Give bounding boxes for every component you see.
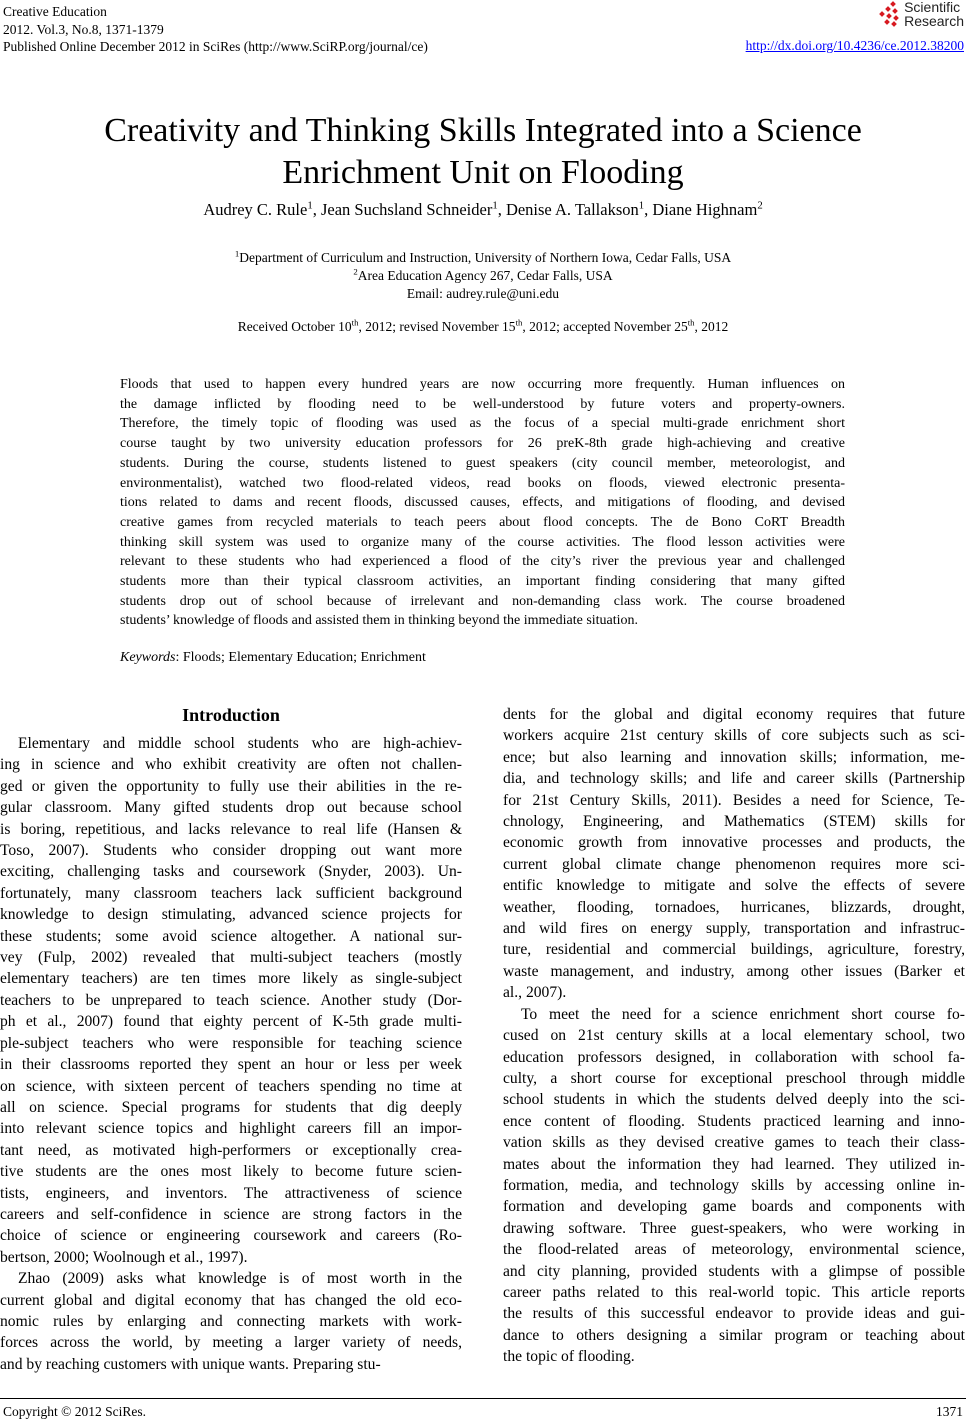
text-line: Floods that used to happen every hundred years are now occurring more frequently. Human influences on <box>120 377 845 392</box>
text-line: tant need, as motivated high-performers or exceptionally crea- <box>0 1141 462 1159</box>
ordinal: th <box>351 317 359 328</box>
text-line: ence; but also learning and innovation skills; information, me- <box>503 748 965 766</box>
logo-text-1: Scientific <box>904 0 961 15</box>
text-line: students more than their typical classroom activities, an important finding considering that many gifted <box>120 574 845 590</box>
text-line: in their classrooms reported they spent an hour or less per week <box>0 1056 462 1074</box>
text-line: into relevant science topics and highlight careers fill an impor- <box>0 1120 462 1138</box>
email: Email: audrey.rule@uni.edu <box>406 286 560 301</box>
text-line: bertson, 2000; Woolnough et al., 1997). <box>0 1248 248 1266</box>
text-line: current global and digital economy that has changed the old eco- <box>0 1291 462 1309</box>
text-line: weather, flooding, tornadoes, hurricanes, blizzards, drought, <box>503 898 965 916</box>
text-line: Toso, 2007). Students who consider dropping out want more <box>0 842 462 860</box>
author-list: Audrey C. Rule$^1$, Jean Suchsland Schneider$^1$, Denise A. Tallakson$^1$, Diane Highnam$^2$ <box>203 199 763 219</box>
date-end: , 2012 <box>694 319 729 334</box>
text-line: Elementary and middle school students who are high-achiev- <box>18 735 462 752</box>
keywords <box>120 650 426 666</box>
journal-name: Creative Education <box>3 4 107 19</box>
ordinal: th <box>687 317 695 328</box>
abstract <box>120 375 845 631</box>
text-line: tive students are the ones most likely to become future scien- <box>0 1163 462 1181</box>
text-line: al., 2007). <box>503 984 567 1002</box>
text-line: ph et al., 2007) found that eighty percent of K-5th grade multi- <box>0 1013 462 1031</box>
received-dates <box>0 319 966 335</box>
keywords-text: : Floods; Elementary Education; Enrichment <box>175 650 426 665</box>
section-heading: Introduction <box>182 705 280 725</box>
diamond-logo-icon <box>875 1 901 27</box>
text-line: Zhao (2009) asks what knowledge is of most worth in the <box>18 1270 462 1288</box>
text-line: dance to others designing a similar program or teaching about <box>503 1326 965 1344</box>
author-name: Denise A. Tallakson <box>505 200 639 219</box>
keywords-label: Keywords <box>120 650 176 665</box>
publisher-logo <box>875 0 964 28</box>
text-line: students drop out of school because of irrelevant and non-demanding class work. The course broadened <box>120 593 845 609</box>
text-line: creative games from recycled materials to teach peers about flood concepts. The de Bono CoRT Breadth <box>120 514 845 530</box>
text-line: ple-subject teachers who were responsible for teaching science <box>0 1034 462 1052</box>
text-line: gular classroom. Many gifted students drop out because school <box>0 799 462 817</box>
affil-mark: 2 <box>353 266 358 277</box>
text-line: formation, media, and technology skills by accessing online in- <box>503 1176 965 1194</box>
text-line: drawing software. Three guest-speakers, who were working in <box>503 1219 965 1237</box>
text-line: nomic rules by enlarging and connecting markets with work- <box>0 1312 462 1330</box>
text-line: fortunately, many classroom teachers lack sufficient background <box>0 884 462 902</box>
text-line: these students; some avoid science altogether. A national sur- <box>0 927 462 945</box>
author-affil-mark: 1 <box>307 199 313 212</box>
paper-title <box>0 110 966 194</box>
author-name: Audrey C. Rule <box>203 200 308 219</box>
text-line: workers acquire 21st century skills of core subjects such as sci- <box>503 727 965 745</box>
text-line: and by reaching customers with unique wants. Preparing stu- <box>0 1355 381 1373</box>
right-column <box>503 704 965 1368</box>
text-line: all on science. Special programs for students that dig deeply <box>0 1098 462 1116</box>
text-line: ence content of flooding. Students practiced learning and inno- <box>503 1112 965 1130</box>
doi-link[interactable]: http://dx.doi.org/10.4236/ce.2012.38200 <box>745 38 964 53</box>
affiliation <box>0 250 966 266</box>
text-line: the results of this successful endeavor to provide ideas and gui- <box>503 1305 965 1323</box>
footer-divider <box>0 1398 966 1399</box>
received-date: Received October 10 <box>237 319 352 334</box>
text-line: cused on 21st century skills at a local elementary school, two <box>503 1027 965 1045</box>
author-affil-mark: 1 <box>638 199 645 212</box>
text-line: culty, a short course for exceptional preschool through middle <box>503 1069 965 1087</box>
text-line: on science, with sixteen percent of teachers spending no time at <box>0 1077 462 1095</box>
text-line: chnology, Engineering, and Mathematics (STEM) skills for <box>503 813 965 831</box>
text-line: the flood-related areas of meteorology, environmental science, <box>503 1241 965 1259</box>
text-line: is boring, repetitious, and lacks relevance to real life (Hansen & <box>0 820 462 838</box>
text-line: mates about the information they had learned. They utilized in- <box>503 1155 965 1173</box>
text-line: relevant to these students who had experienced a flood of the city’s river the previous year and challenged <box>120 554 845 570</box>
text-line: environmentalist), watched two flood-related videos, read books on floods, viewed electronic presenta- <box>120 475 845 491</box>
text-line: dents for the global and digital economy requires that future <box>503 706 965 723</box>
text-line: students. During the course, students listened to guest speakers (city council member, meteorologist, and <box>120 455 845 471</box>
text-line: ged or given the opportunity to fully use their abilities in the re- <box>0 777 462 795</box>
author-affil-mark: 2 <box>757 199 763 212</box>
text-line: school students in which the students delved deeply into the sci- <box>503 1091 965 1109</box>
text-line: and wild fires on energy supply, transportation and infrastruc- <box>503 920 965 938</box>
text-line: formation and developing game boards and components with <box>503 1198 965 1216</box>
text-line: course taught by two university education professors for 26 preK-8th grade high-achieving and creative <box>120 436 845 452</box>
text-line: ture, residential and commercial buildings, agriculture, forestry, <box>503 941 965 959</box>
accepted-date: , 2012; accepted November 25 <box>522 319 688 334</box>
text-line: current global climate change phenomenon requires more sci- <box>503 855 965 873</box>
text-line: and city planning, provided students with a glimpse of possible <box>503 1262 965 1280</box>
text-line: economic growth from innovative processes and products, the <box>503 834 965 852</box>
text-line: forces across the world, by meeting a larger variety of needs, <box>0 1334 462 1352</box>
affiliation-text: Department of Curriculum and Instruction, University of Northern Iowa, Cedar Falls, USA <box>239 250 732 265</box>
text-line: careers and self-confidence in science are strong factors in the <box>0 1205 462 1223</box>
affil-mark: 1 <box>234 248 240 259</box>
ordinal: th <box>515 317 523 328</box>
text-line: for 21st Century Skills, 2011). Besides a need for Science, Te- <box>503 791 965 809</box>
text-line: ing in science and who exhibit creativity are often not challen- <box>0 756 462 774</box>
title-line: Enrichment Unit on Flooding <box>282 154 684 191</box>
text-line: education professors designed, in collaboration with school fa- <box>503 1048 965 1066</box>
affiliation <box>0 268 966 284</box>
page-number: 1371 <box>936 1404 963 1419</box>
affiliation-text: Area Education Agency 267, Cedar Falls, USA <box>357 268 613 283</box>
text-line: exciting, challenging tasks and coursework (Snyder, 2003). Un- <box>0 863 462 881</box>
text-line: tists, engineers, and inventors. The attractiveness of science <box>0 1184 462 1202</box>
author-affil-mark: 1 <box>492 199 498 212</box>
text-line: tions related to dams and recent floods, discussed causes, effects, and mitigations of flooding, and devised <box>120 495 845 511</box>
text-line: the topic of flooding. <box>503 1348 635 1366</box>
copyright: Copyright © 2012 SciRes. <box>3 1404 147 1419</box>
author-name: Diane Highnam <box>652 200 758 219</box>
text-line: career paths related to this real-world topic. This article reports <box>503 1283 965 1301</box>
text-line: dia, and technology skills; and life and career skills (Partnership <box>503 770 965 788</box>
logo-text-2: Research <box>904 13 964 29</box>
text-line: the damage inflicted by flooding need to be well-understood by future voters and property-owners. <box>120 396 845 412</box>
left-column <box>0 703 462 1375</box>
text-line: students’ knowledge of floods and assisted them in thinking beyond the immediate situation. <box>120 613 639 629</box>
text-line: elementary teachers) are ten times more likely as single-subject <box>0 970 462 988</box>
revised-date: , 2012; revised November 15 <box>358 319 516 334</box>
publication-info: Published Online December 2012 in SciRes (http://www.SciRP.org/journal/ce) <box>3 39 428 54</box>
text-line: teachers to be unprepared to teach science. Another study (Dor- <box>0 991 462 1009</box>
text-line: Therefore, the timely topic of flooding was used as the focus of a special multi-grade enrichment short <box>120 416 845 432</box>
volume-info: 2012. Vol.3, No.8, 1371-1379 <box>3 21 164 37</box>
text-line: vation skills as they devised creative games to teach their class- <box>503 1134 965 1152</box>
text-line: choice of science or engineering coursework and careers (Ro- <box>0 1227 462 1245</box>
text-line: knowledge to design stimulating, advanced science projects for <box>0 906 462 924</box>
running-header <box>3 3 428 56</box>
title-line: Creativity and Thinking Skills Integrated into a Science <box>104 112 862 149</box>
text-line: vey (Fulp, 2002) revealed that multi-subject teachers (mostly <box>0 949 462 967</box>
text-line: To meet the need for a science enrichment short course fo- <box>521 1005 965 1023</box>
text-line: waste management, and industry, among other issues (Barker et <box>503 962 965 980</box>
text-line: thinking skill system was used to organize many of the course activities. The flood lesson activities were <box>120 534 845 550</box>
author-name: Jean Suchsland Schneider <box>320 200 493 219</box>
text-line: entific knowledge to mitigate and solve the effects of severe <box>503 877 965 895</box>
